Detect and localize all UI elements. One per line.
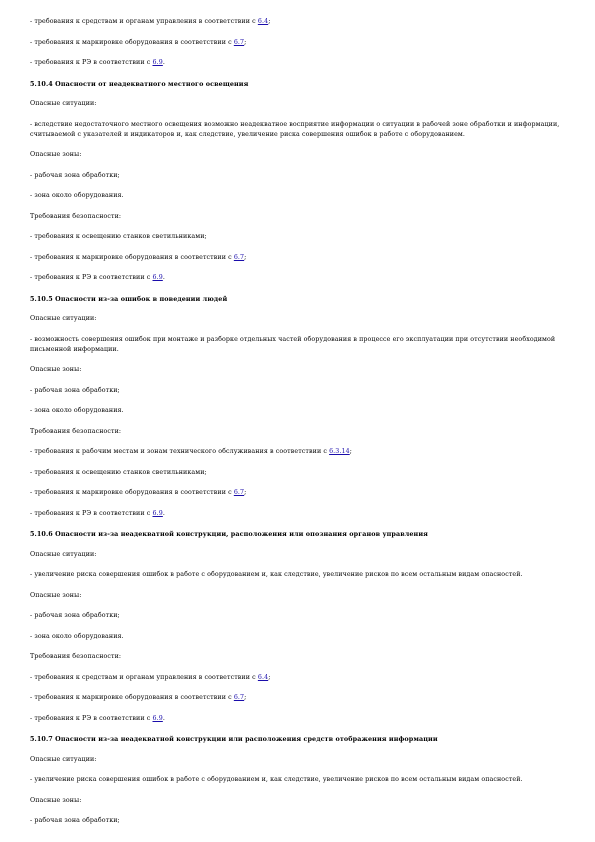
paragraph-text: Опасные ситуации: [30, 315, 97, 322]
section-reference-link[interactable]: 6.4 [257, 18, 269, 25]
section-heading [30, 79, 570, 89]
paragraph [30, 550, 570, 560]
paragraph [30, 273, 570, 283]
paragraph [30, 253, 570, 263]
paragraph-text: - рабочая зона обработки; [30, 817, 120, 824]
section-reference-link[interactable]: 6.7 [233, 38, 245, 46]
paragraph [30, 17, 570, 27]
punctuation: . [162, 509, 165, 517]
section-reference-link[interactable]: 6.9 [152, 59, 163, 66]
punctuation: ; [244, 253, 247, 261]
paragraph [30, 386, 570, 396]
paragraph-text: - требования к маркировке оборудования в соответствии с [30, 253, 234, 261]
section-reference-link[interactable]: 6.7 [233, 694, 245, 701]
paragraph-text: Опасные зоны: [30, 591, 82, 599]
paragraph [30, 488, 570, 498]
paragraph-text: - возможность совершения ошибок при монтаже и разборке отдельных частей оборудования в процессе его эксплуатации при отсутствии необходимой письменной информации. [30, 335, 556, 353]
section-reference-link[interactable]: 6.4 [257, 673, 269, 681]
paragraph [30, 365, 570, 375]
paragraph [30, 816, 570, 826]
section-reference-link[interactable]: 6.3.14 [329, 448, 350, 455]
paragraph-text: - требования к освещению станков светильниками; [30, 468, 207, 476]
punctuation: ; [268, 673, 271, 681]
paragraph [30, 693, 570, 703]
section-reference-link[interactable]: 6.7 [233, 489, 245, 496]
punctuation: . [162, 714, 165, 722]
paragraph-text: Опасные ситуации: [30, 550, 97, 558]
paragraph [30, 652, 570, 662]
paragraph-text: - требования к рабочим местам и зонам технического обслуживания в соответствии с [30, 448, 330, 455]
paragraph-text: - зона около оборудования. [30, 407, 124, 414]
paragraph [30, 314, 570, 324]
section-reference-link[interactable]: 6.9 [152, 714, 163, 722]
punctuation: ; [268, 18, 271, 25]
paragraph-text: - требования к РЭ в соответствии с [30, 274, 153, 281]
paragraph-text: - рабочая зона обработки; [30, 612, 120, 619]
paragraph-text: Требования безопасности: [30, 212, 122, 220]
paragraph [30, 673, 570, 683]
section-reference-link[interactable]: 6.9 [152, 274, 163, 281]
paragraph-text: Опасные ситуации: [30, 755, 97, 763]
paragraph [30, 120, 570, 140]
paragraph [30, 611, 570, 621]
paragraph-text: - требования к РЭ в соответствии с [30, 59, 153, 66]
paragraph-text: 5.10.7 Опасности из-за неадекватной конструкции или расположения средств отображения информации [30, 735, 438, 743]
paragraph-text: - увеличение риска совершения ошибок в работе с оборудованием и, как следствие, увеличение рисков по всем остальным видам опасностей. [30, 571, 523, 578]
paragraph-text: - требования к РЭ в соответствии с [30, 509, 153, 517]
paragraph-text: - требования к освещению станков светильниками; [30, 233, 207, 240]
paragraph [30, 335, 570, 355]
punctuation: ; [244, 489, 247, 496]
paragraph-text: - рабочая зона обработки; [30, 171, 120, 179]
paragraph [30, 632, 570, 642]
paragraph-text: - увеличение риска совершения ошибок в работе с оборудованием и, как следствие, увеличение рисков по всем остальным видам опасностей. [30, 776, 523, 783]
section-reference-link[interactable]: 6.9 [152, 509, 163, 517]
paragraph [30, 150, 570, 160]
paragraph [30, 591, 570, 601]
paragraph [30, 191, 570, 201]
paragraph-text: - рабочая зона обработки; [30, 386, 120, 394]
paragraph-text: - вследствие недостаточного местного освещения возможно неадекватное восприятие информации о ситуации в рабочей зоне обработки и информации, считываемой с указателей и индикаторов и, как следствие, увеличение риска совершения ошибок в работе с оборудованием. [30, 120, 560, 138]
paragraph-text: - зона около оборудования. [30, 192, 124, 199]
paragraph [30, 796, 570, 806]
paragraph-text: Опасные зоны: [30, 796, 82, 804]
paragraph [30, 570, 570, 580]
section-reference-link[interactable]: 6.7 [233, 253, 245, 261]
paragraph-text: - требования к средствам и органам управления в соответствии с [30, 673, 258, 681]
punctuation: . [162, 274, 165, 281]
paragraph-text: 5.10.5 Опасности из-за ошибок в поведении людей [30, 294, 228, 303]
paragraph [30, 468, 570, 478]
paragraph [30, 38, 570, 48]
section-heading [30, 294, 570, 304]
section-heading [30, 734, 570, 744]
paragraph-text: - требования к РЭ в соответствии с [30, 714, 153, 722]
paragraph-text: - требования к маркировке оборудования в соответствии с [30, 694, 234, 701]
paragraph [30, 714, 570, 724]
paragraph [30, 447, 570, 457]
paragraph-text: - зона около оборудования. [30, 632, 124, 640]
paragraph [30, 775, 570, 785]
punctuation: ; [244, 38, 247, 46]
paragraph [30, 755, 570, 765]
paragraph [30, 406, 570, 416]
paragraph [30, 58, 570, 68]
paragraph-text: - требования к средствам и органам управления в соответствии с [30, 18, 258, 25]
paragraph-text: Требования безопасности: [30, 653, 122, 660]
punctuation: ; [349, 448, 352, 455]
section-heading [30, 529, 570, 539]
paragraph [30, 99, 570, 109]
paragraph [30, 427, 570, 437]
paragraph-text: 5.10.4 Опасности от неадекватного местного освещения [30, 79, 249, 88]
document-body [30, 17, 570, 837]
punctuation: . [162, 59, 165, 66]
paragraph-text: Опасные ситуации: [30, 100, 97, 107]
paragraph [30, 232, 570, 242]
paragraph-text: - требования к маркировке оборудования в соответствии с [30, 489, 234, 496]
paragraph-text: - требования к маркировке оборудования в соответствии с [30, 38, 234, 46]
paragraph [30, 509, 570, 519]
paragraph-text: Опасные зоны: [30, 151, 82, 158]
paragraph [30, 212, 570, 222]
paragraph-text: 5.10.6 Опасности из-за неадекватной конструкции, расположения или опознания органов управления [30, 530, 428, 538]
paragraph [30, 171, 570, 181]
paragraph-text: Требования безопасности: [30, 427, 122, 435]
paragraph-text: Опасные зоны: [30, 366, 82, 373]
punctuation: ; [244, 694, 247, 701]
